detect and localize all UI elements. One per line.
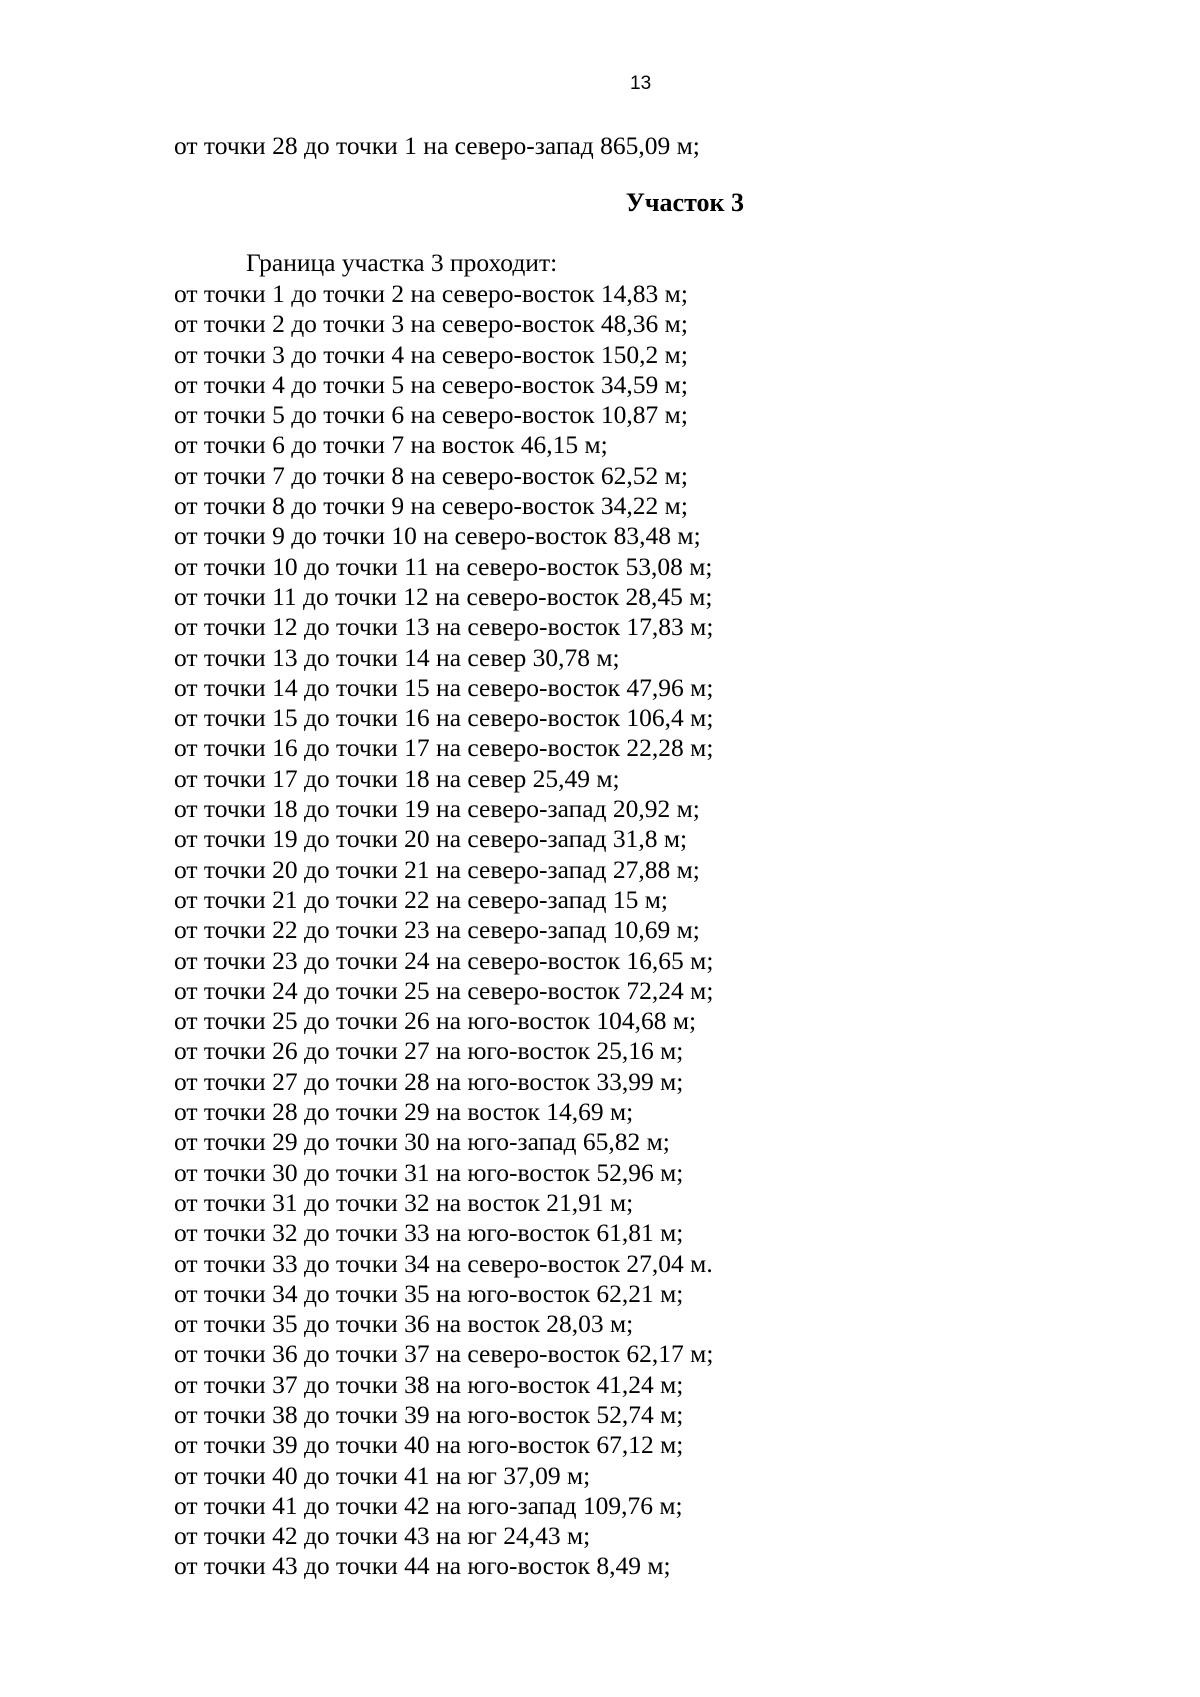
boundary-line: от точки 37 до точки 38 на юго-восток 41,24 м; (174, 1369, 684, 1399)
boundary-line: от точки 20 до точки 21 на северо-запад 27,88 м; (174, 854, 700, 884)
boundary-line: от точки 39 до точки 40 на юго-восток 67,12 м; (174, 1430, 684, 1460)
boundary-line: от точки 9 до точки 10 на северо-восток 83,48 м; (174, 521, 701, 551)
boundary-line: от точки 43 до точки 44 на юго-восток 8,49 м; (174, 1551, 671, 1581)
boundary-line: от точки 28 до точки 29 на восток 14,69 м; (174, 1097, 634, 1127)
boundary-line: от точки 35 до точки 36 на восток 28,03 м; (174, 1309, 634, 1339)
boundary-line: от точки 29 до точки 30 на юго-запад 65,82 м; (174, 1127, 670, 1157)
boundary-line: от точки 32 до точки 33 на юго-восток 61,81 м; (174, 1218, 684, 1248)
boundary-line: от точки 7 до точки 8 на северо-восток 62,52 м; (174, 460, 688, 490)
boundary-line: от точки 14 до точки 15 на северо-восток 47,96 м; (174, 672, 714, 702)
boundary-line: от точки 17 до точки 18 на север 25,49 м; (174, 763, 620, 793)
boundary-line: от точки 27 до точки 28 на юго-восток 33,99 м; (174, 1066, 684, 1096)
boundary-line: от точки 31 до точки 32 на восток 21,91 м; (174, 1187, 634, 1217)
boundary-line: от точки 26 до точки 27 на юго-восток 25,16 м; (174, 1036, 684, 1066)
boundary-line: от точки 34 до точки 35 на юго-восток 62,21 м; (174, 1278, 684, 1308)
boundary-line: от точки 2 до точки 3 на северо-восток 48,36 м; (174, 309, 688, 339)
boundary-line: от точки 40 до точки 41 на юг 37,09 м; (174, 1460, 591, 1490)
page-number: 13 (630, 73, 652, 94)
boundary-line: от точки 19 до точки 20 на северо-запад 31,8 м; (174, 824, 688, 854)
boundary-line: от точки 13 до точки 14 на север 30,78 м; (174, 642, 620, 672)
boundary-line: от точки 10 до точки 11 на северо-восток 53,08 м; (174, 551, 713, 581)
boundary-line: от точки 5 до точки 6 на северо-восток 10,87 м; (174, 400, 688, 430)
boundary-line: от точки 12 до точки 13 на северо-восток 17,83 м; (174, 612, 714, 642)
section-intro: Граница участка 3 проходит: (246, 248, 558, 277)
boundary-line: от точки 18 до точки 19 на северо-запад 20,92 м; (174, 794, 700, 824)
boundary-line: от точки 33 до точки 34 на северо-восток 27,04 м. (174, 1248, 713, 1278)
boundary-line: от точки 30 до точки 31 на юго-восток 52,96 м; (174, 1157, 684, 1187)
boundary-line: от точки 8 до точки 9 на северо-восток 34,22 м; (174, 491, 688, 521)
boundary-line: от точки 25 до точки 26 на юго-восток 104,68 м; (174, 1006, 697, 1036)
section-heading: Участок 3 (625, 188, 744, 217)
boundary-line: от точки 22 до точки 23 на северо-запад 10,69 м; (174, 915, 700, 945)
boundary-line: от точки 42 до точки 43 на юг 24,43 м; (174, 1521, 591, 1551)
boundary-line: от точки 24 до точки 25 на северо-восток 72,24 м; (174, 975, 714, 1005)
boundary-line: от точки 41 до точки 42 на юго-запад 109,76 м; (174, 1490, 683, 1520)
boundary-line: от точки 23 до точки 24 на северо-восток 16,65 м; (174, 945, 714, 975)
boundary-line: от точки 15 до точки 16 на северо-восток 106,4 м; (174, 703, 714, 733)
boundary-line: от точки 36 до точки 37 на северо-восток 62,17 м; (174, 1339, 714, 1369)
boundary-line: от точки 11 до точки 12 на северо-восток 28,45 м; (174, 581, 713, 611)
boundary-line: от точки 38 до точки 39 на юго-восток 52,74 м; (174, 1399, 684, 1429)
boundary-line: от точки 16 до точки 17 на северо-восток 22,28 м; (174, 733, 714, 763)
boundary-line: от точки 1 до точки 2 на северо-восток 14,83 м; (174, 279, 688, 308)
boundary-line: от точки 3 до точки 4 на северо-восток 150,2 м; (174, 339, 688, 369)
boundary-line: от точки 4 до точки 5 на северо-восток 34,59 м; (174, 369, 688, 399)
boundary-line: от точки 6 до точки 7 на восток 46,15 м; (174, 430, 608, 460)
boundary-list (174, 279, 713, 1582)
boundary-line: от точки 21 до точки 22 на северо-запад 15 м; (174, 884, 669, 914)
previous-section-last-line: от точки 28 до точки 1 на северо-запад 865,09 м; (174, 131, 700, 160)
